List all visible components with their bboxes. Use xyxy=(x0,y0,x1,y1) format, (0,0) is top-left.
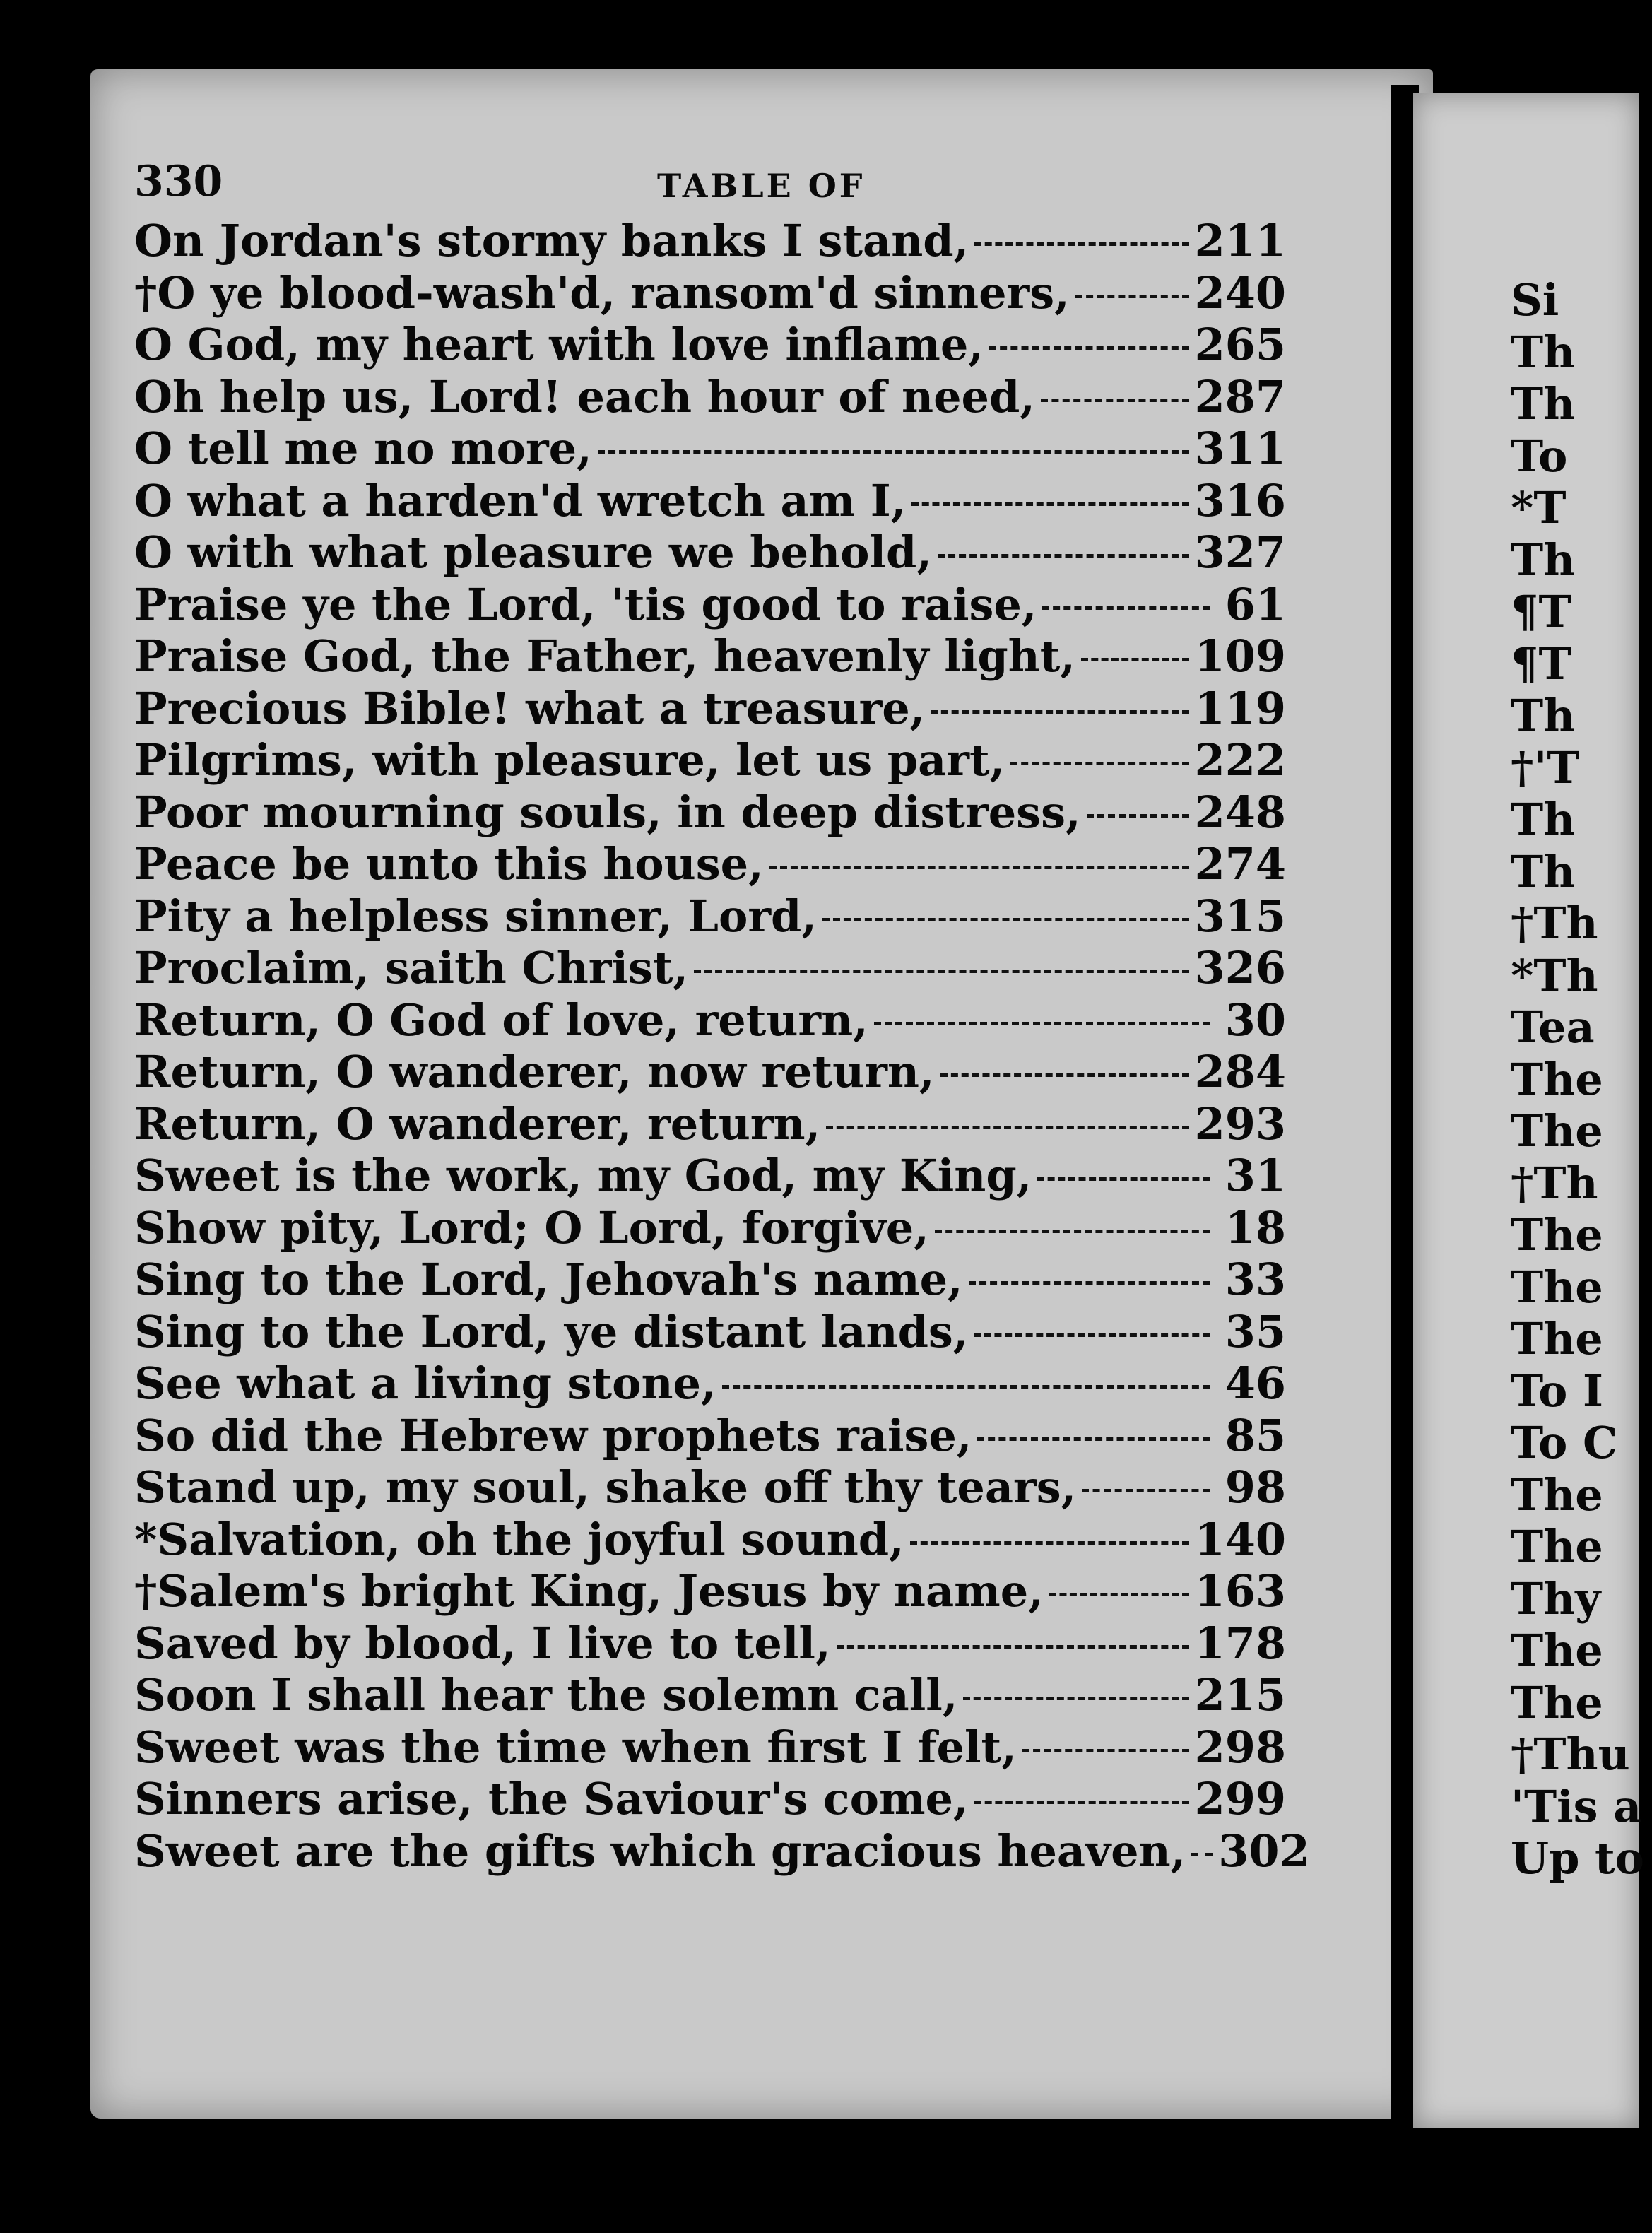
index-entry xyxy=(134,371,1286,423)
hymn-number: 299 xyxy=(1194,1773,1286,1825)
hymn-number: 215 xyxy=(1194,1669,1286,1721)
index-entry xyxy=(134,1306,1286,1358)
index-entry xyxy=(134,1514,1286,1566)
dot-leader xyxy=(974,1333,1210,1337)
hymn-number: 274 xyxy=(1194,838,1286,890)
hymn-number: 18 xyxy=(1225,1201,1286,1254)
dot-leader xyxy=(974,242,1188,246)
index-entry xyxy=(134,1721,1286,1774)
hymn-number: 240 xyxy=(1194,266,1286,319)
dot-leader xyxy=(1081,658,1189,661)
hymn-first-line: Return, O God of love, return, xyxy=(134,994,868,1046)
hymn-first-line: Return, O wanderer, return, xyxy=(134,1097,821,1150)
dot-leader xyxy=(911,502,1188,506)
hymn-first-line: O God, my heart with love inflame, xyxy=(134,319,984,370)
facing-page-line: The xyxy=(1511,1676,1603,1728)
hymn-number: 109 xyxy=(1194,630,1286,682)
hymn-first-line: †Salem's bright King, Jesus by name, xyxy=(134,1565,1044,1617)
index-entry xyxy=(134,942,1286,994)
dot-leader xyxy=(1042,606,1210,610)
facing-page-line: The xyxy=(1511,1261,1603,1313)
hymn-first-line: O with what pleasure we behold, xyxy=(134,526,932,578)
hymn-first-line: O what a harden'd wretch am I, xyxy=(134,474,907,526)
index-entry xyxy=(134,1098,1286,1150)
dot-leader xyxy=(822,918,1189,921)
dot-leader xyxy=(910,1541,1189,1545)
hymn-number: 287 xyxy=(1194,370,1286,423)
hymn-first-line: Saved by blood, I live to tell, xyxy=(134,1617,831,1669)
facing-page-line: To I xyxy=(1511,1365,1603,1417)
index-entry xyxy=(134,526,1286,579)
index-entry xyxy=(134,630,1286,683)
index-entry xyxy=(134,1461,1286,1514)
hymn-number: 265 xyxy=(1194,319,1286,370)
dot-leader xyxy=(837,1645,1189,1649)
dot-leader xyxy=(977,1437,1210,1441)
hymn-number: 316 xyxy=(1194,474,1286,526)
index-entry xyxy=(134,1202,1286,1254)
hymn-first-line: Stand up, my soul, shake off thy tears, xyxy=(134,1461,1077,1513)
index-entry xyxy=(134,215,1286,267)
hymn-first-line: Soon I shall hear the solemn call, xyxy=(134,1669,958,1721)
hymn-first-line: Pity a helpless sinner, Lord, xyxy=(134,890,817,942)
hymn-first-line: Poor mourning souls, in deep distress, xyxy=(134,786,1081,838)
facing-page-line: †Th xyxy=(1511,1157,1598,1209)
index-entry xyxy=(134,1150,1286,1202)
facing-page-line: Up to xyxy=(1511,1832,1644,1884)
dot-leader xyxy=(1191,1853,1213,1856)
hymn-first-line: Oh help us, Lord! each hour of need, xyxy=(134,370,1035,423)
dot-leader xyxy=(1037,1177,1210,1181)
index-entry xyxy=(134,1825,1310,1878)
hymn-first-line: Sweet was the time when first I felt, xyxy=(134,1721,1017,1773)
dot-leader xyxy=(1082,1489,1210,1492)
index-entry xyxy=(134,423,1286,475)
hymn-number: 298 xyxy=(1194,1721,1286,1773)
hymn-number: 163 xyxy=(1194,1565,1286,1617)
hymn-first-line: Sinners arise, the Saviour's come, xyxy=(134,1773,969,1825)
facing-page-line: Th xyxy=(1511,378,1576,430)
dot-leader xyxy=(769,866,1189,869)
index-entry xyxy=(134,475,1286,527)
hymn-first-line: Praise ye the Lord, 'tis good to raise, xyxy=(134,578,1037,630)
index-entry xyxy=(134,994,1286,1047)
dot-leader xyxy=(1022,1749,1189,1752)
dot-leader xyxy=(963,1697,1188,1700)
facing-page-line: *Th xyxy=(1511,949,1598,1001)
dot-leader xyxy=(938,554,1189,558)
hymn-number: 293 xyxy=(1194,1097,1286,1150)
dot-leader xyxy=(974,1801,1189,1804)
index-entry xyxy=(134,1618,1286,1670)
running-title: TABLE OF xyxy=(657,167,866,205)
hymn-number: 98 xyxy=(1225,1461,1286,1513)
facing-page-line: Tea xyxy=(1511,1001,1595,1053)
index-entry xyxy=(134,1357,1286,1410)
dot-leader xyxy=(1049,1593,1189,1596)
index-entry xyxy=(134,1565,1286,1618)
index-entry xyxy=(134,1669,1286,1721)
dot-leader xyxy=(694,970,1188,973)
dot-leader xyxy=(989,346,1189,350)
hymn-first-line: *Salvation, oh the joyful sound, xyxy=(134,1513,904,1565)
facing-page-line: Th xyxy=(1511,534,1576,586)
index-entry xyxy=(134,734,1286,786)
index-entry xyxy=(134,1046,1286,1098)
facing-page-line: Thy xyxy=(1511,1572,1601,1625)
facing-page-line: The xyxy=(1511,1053,1603,1105)
dot-leader xyxy=(874,1022,1210,1025)
dot-leader xyxy=(969,1281,1210,1285)
hymn-number: 302 xyxy=(1218,1825,1310,1877)
hymn-first-line: Praise God, the Father, heavenly light, xyxy=(134,630,1075,682)
index-entry xyxy=(134,890,1286,943)
hymn-first-line: So did the Hebrew prophets raise, xyxy=(134,1409,972,1461)
index-entry xyxy=(134,683,1286,735)
hymn-number: 35 xyxy=(1225,1305,1286,1357)
facing-page-line: Th xyxy=(1511,326,1576,378)
facing-page-line: Th xyxy=(1511,690,1576,741)
hymn-first-line: Show pity, Lord; O Lord, forgive, xyxy=(134,1201,929,1254)
hymn-first-line: O tell me no more, xyxy=(134,423,592,474)
dot-leader xyxy=(722,1385,1210,1389)
index-entry xyxy=(134,1254,1286,1306)
facing-page-line: The xyxy=(1511,1625,1603,1676)
hymn-number: 31 xyxy=(1225,1150,1286,1201)
hymn-first-line: Return, O wanderer, now return, xyxy=(134,1046,935,1097)
index-entry xyxy=(134,838,1286,890)
hymn-first-line: Sweet is the work, my God, my King, xyxy=(134,1150,1032,1201)
dot-leader xyxy=(826,1126,1188,1129)
facing-page-line: †'T xyxy=(1511,741,1580,794)
facing-page-line: To xyxy=(1511,430,1568,482)
hymn-first-line: †O ye blood-wash'd, ransom'd sinners, xyxy=(134,266,1070,319)
facing-page-line: Si xyxy=(1511,274,1559,326)
hymn-number: 327 xyxy=(1194,526,1286,578)
hymn-first-line: Precious Bible! what a treasure, xyxy=(134,682,926,734)
hymn-first-line: Sing to the Lord, Jehovah's name, xyxy=(134,1254,963,1305)
hymn-first-line: On Jordan's stormy banks I stand, xyxy=(134,215,969,266)
facing-page-line: Th xyxy=(1511,794,1576,845)
index-entry xyxy=(134,1410,1286,1462)
facing-page-line: To C xyxy=(1511,1417,1618,1468)
index-entry xyxy=(134,579,1286,631)
facing-page-line: †Th xyxy=(1511,897,1598,949)
hymn-number: 315 xyxy=(1194,890,1286,942)
hymn-number: 61 xyxy=(1225,578,1286,630)
facing-page-line: *T xyxy=(1511,482,1567,534)
facing-page-line: The xyxy=(1511,1521,1603,1572)
hymn-number: 33 xyxy=(1225,1254,1286,1305)
index-entry xyxy=(134,786,1286,839)
hymn-number: 311 xyxy=(1194,423,1286,474)
facing-page-line: ¶T xyxy=(1511,586,1571,637)
hymn-first-line: Pilgrims, with pleasure, let us part, xyxy=(134,734,1005,786)
index-entry xyxy=(134,267,1286,319)
facing-page-line: †Thu xyxy=(1511,1728,1630,1780)
hymn-number: 326 xyxy=(1194,942,1286,994)
dot-leader xyxy=(940,1073,1189,1077)
hymn-number: 284 xyxy=(1194,1046,1286,1097)
dot-leader xyxy=(598,450,1189,454)
index-entries xyxy=(134,215,1310,1877)
hymn-number: 222 xyxy=(1194,734,1286,786)
facing-page-line: The xyxy=(1511,1468,1603,1521)
hymn-first-line: Peace be unto this house, xyxy=(134,838,764,890)
hymn-number: 140 xyxy=(1194,1513,1286,1565)
hymn-number: 85 xyxy=(1225,1409,1286,1461)
facing-page-line: The xyxy=(1511,1105,1603,1157)
hymn-first-line: Sweet are the gifts which gracious heaven, xyxy=(134,1825,1186,1877)
facing-page-line: Th xyxy=(1511,845,1576,897)
index-entry xyxy=(134,1773,1286,1825)
dot-leader xyxy=(931,710,1188,714)
hymn-number: 178 xyxy=(1194,1617,1286,1669)
hymn-number: 46 xyxy=(1225,1357,1286,1409)
dot-leader xyxy=(935,1230,1210,1233)
hymn-number: 119 xyxy=(1194,682,1286,734)
dot-leader xyxy=(1041,399,1189,402)
dot-leader xyxy=(1075,295,1189,298)
hymn-number: 30 xyxy=(1225,994,1286,1046)
dot-leader xyxy=(1010,762,1188,765)
facing-page-line: The xyxy=(1511,1313,1603,1365)
facing-page-line: ¶T xyxy=(1511,637,1571,690)
page-number: 330 xyxy=(134,157,223,206)
facing-page-line: The xyxy=(1511,1209,1603,1261)
hymn-first-line: Sing to the Lord, ye distant lands, xyxy=(134,1305,969,1357)
hymn-first-line: See what a living stone, xyxy=(134,1357,716,1409)
hymn-first-line: Proclaim, saith Christ, xyxy=(134,942,689,994)
facing-page-text xyxy=(1511,274,1652,1885)
page-header xyxy=(134,157,1286,220)
hymn-number: 248 xyxy=(1194,786,1286,838)
facing-page-line: 'Tis a xyxy=(1511,1780,1642,1832)
index-entry xyxy=(134,319,1286,371)
dot-leader xyxy=(1087,814,1189,818)
hymn-number: 211 xyxy=(1194,215,1286,266)
